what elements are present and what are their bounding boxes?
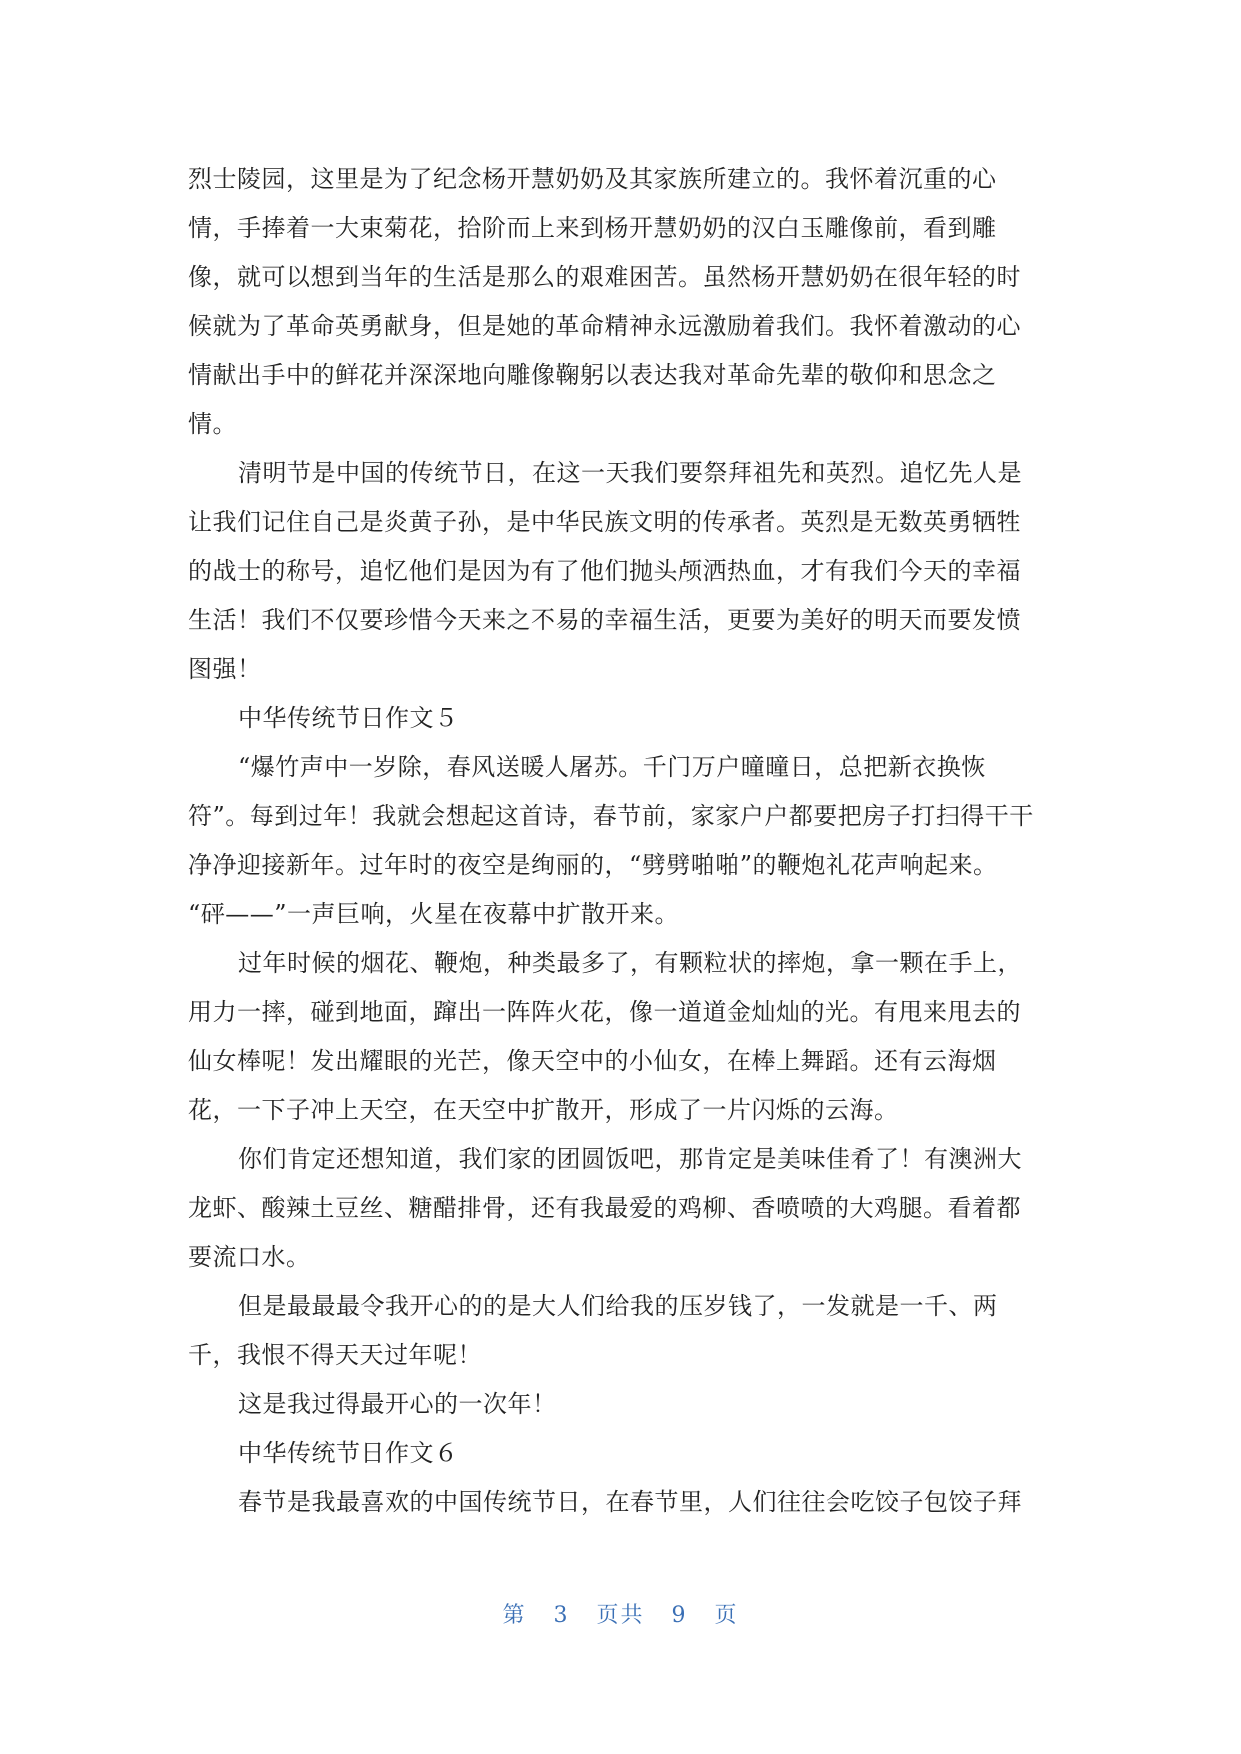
document-body [188, 155, 1056, 1527]
text-line: 但是最最最令我开心的的是大人们给我的压岁钱了，一发就是一千、两 [238, 1292, 998, 1320]
text-line: 过年时候的烟花、鞭炮，种类最多了，有颗粒状的摔炮，拿一颗在手上， [238, 949, 1022, 977]
text-line: 清明节是中国的传统节日，在这一天我们要祭拜祖先和英烈。追忆先人是 [238, 459, 1022, 487]
text-line: 候就为了革命英勇献身，但是她的革命精神永远激励着我们。我怀着激动的心 [188, 312, 1021, 340]
text-line: 千，我恨不得天天过年呢！ [188, 1341, 482, 1369]
text-line: 花，一下子冲上天空，在天空中扩散开，形成了一片闪烁的云海。 [188, 1096, 899, 1124]
text-line: 的战士的称号，追忆他们是因为有了他们抛头颅洒热血，才有我们今天的幸福 [188, 557, 1021, 585]
text-line: “砰——”一声巨响，火星在夜幕中扩散开来。 [188, 900, 680, 928]
text-line: 烈士陵园，这里是为了纪念杨开慧奶奶及其家族所建立的。我怀着沉重的心 [188, 165, 997, 193]
text-line: 春节是我最喜欢的中国传统节日，在春节里，人们往往会吃饺子包饺子拜 [238, 1488, 1022, 1516]
footer-prefix: 第 [502, 1603, 527, 1628]
text-line: 图强！ [188, 655, 262, 683]
text-line: 龙虾、酸辣土豆丝、糖醋排骨，还有我最爱的鸡柳、香喷喷的大鸡腿。看着都 [188, 1194, 1021, 1222]
text-line: 情，手捧着一大束菊花，拾阶而上来到杨开慧奶奶的汉白玉雕像前，看到雕 [188, 214, 997, 242]
text-line: 净净迎接新年。过年时的夜空是绚丽的，“劈劈啪啪”的鞭炮礼花声响起来。 [188, 851, 998, 879]
text-line: 要流口水。 [188, 1243, 311, 1271]
text-line: 情献出手中的鲜花并深深地向雕像鞠躬以表达我对革命先辈的敬仰和思念之 [188, 361, 997, 389]
page-footer [0, 1598, 1241, 1629]
footer-total-pages: 9 [671, 1603, 688, 1628]
text-line: 像，就可以想到当年的生活是那么的艰难困苦。虽然杨开慧奶奶在很年轻的时 [188, 263, 1021, 291]
text-line: 符”。每到过年！我就会想起这首诗，春节前，家家户户都要把房子打扫得干干 [188, 802, 1034, 830]
text-line: 你们肯定还想知道，我们家的团圆饭吧，那肯定是美味佳肴了！有澳洲大 [238, 1145, 1022, 1173]
text-line: 生活！我们不仅要珍惜今天来之不易的幸福生活，更要为美好的明天而要发愤 [188, 606, 1021, 634]
footer-middle: 页共 [596, 1603, 645, 1628]
text-line: 让我们记住自己是炎黄子孙，是中华民族文明的传承者。英烈是无数英勇牺牲 [188, 508, 1021, 536]
footer-suffix: 页 [714, 1603, 739, 1628]
text-line: 中华传统节日作文６ [238, 1439, 459, 1467]
footer-current-page: 3 [553, 1603, 570, 1628]
text-line: 用力一摔，碰到地面，蹿出一阵阵火花，像一道道金灿灿的光。有甩来甩去的 [188, 998, 1021, 1026]
text-line: 仙女棒呢！发出耀眼的光芒，像天空中的小仙女，在棒上舞蹈。还有云海烟 [188, 1047, 997, 1075]
text-line: 情。 [188, 410, 237, 438]
text-line: 这是我过得最开心的一次年！ [238, 1390, 557, 1418]
text-line: 中华传统节日作文５ [238, 704, 459, 732]
text-line: “爆竹声中一岁除，春风送暖人屠苏。千门万户曈曈日，总把新衣换恢 [238, 753, 986, 781]
